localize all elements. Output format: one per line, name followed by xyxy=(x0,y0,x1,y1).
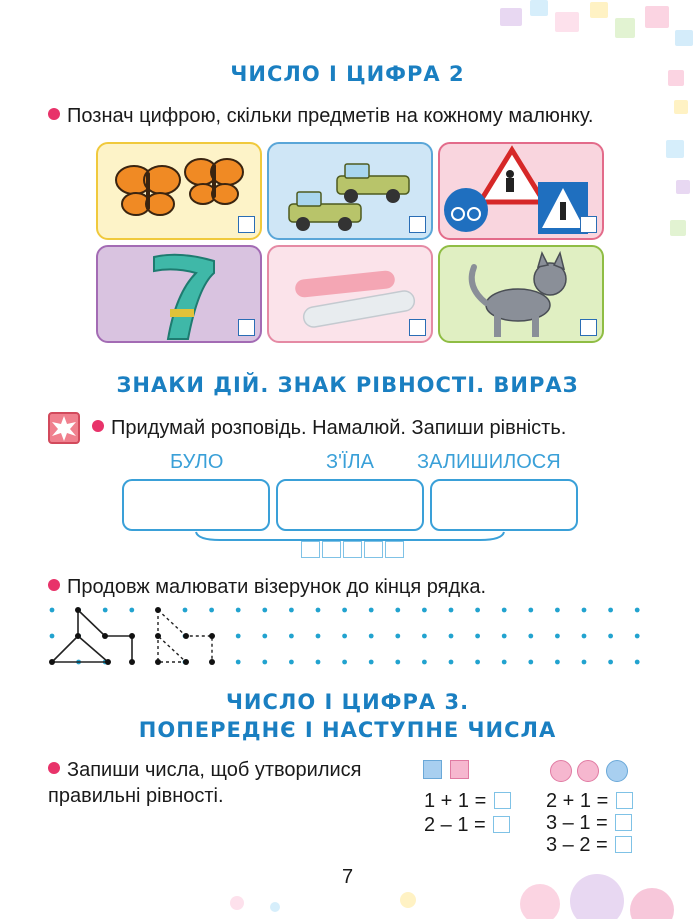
right-decoration xyxy=(660,60,695,290)
answer-box-butterflies[interactable] xyxy=(238,216,255,233)
grid-dot xyxy=(475,608,480,613)
grid-dot xyxy=(608,608,613,613)
pattern-vertex xyxy=(183,633,189,639)
tile-number-seven xyxy=(96,245,262,343)
equation-row xyxy=(546,834,632,857)
equation-row xyxy=(546,812,632,835)
creative-task-icon xyxy=(48,412,80,444)
grid-dot xyxy=(262,608,267,613)
grid-dot xyxy=(635,608,640,613)
grid-dot xyxy=(342,608,347,613)
grid-dot xyxy=(316,608,321,613)
grid-dot xyxy=(528,634,533,639)
pattern-vertex xyxy=(155,659,161,665)
answer-box[interactable] xyxy=(494,792,511,809)
grid-dot xyxy=(289,660,294,665)
bullet-icon xyxy=(92,420,104,432)
tile-road-signs xyxy=(438,142,604,240)
task-text-line-1: Запиши числа, щоб утворилися xyxy=(67,759,362,781)
grid-dot xyxy=(342,660,347,665)
equation-cell[interactable] xyxy=(385,541,404,558)
grid-dot xyxy=(608,634,613,639)
grid-dot xyxy=(262,660,267,665)
task-count-objects xyxy=(48,104,593,128)
grid-dot xyxy=(183,608,188,613)
tile-chalk xyxy=(267,245,433,343)
grid-dot xyxy=(395,608,400,613)
label-was: БУЛО xyxy=(170,451,224,473)
equation-text: 3 – 2 = xyxy=(546,834,608,856)
grid-dot xyxy=(236,608,241,613)
grid-dot xyxy=(209,608,214,613)
story-box-was[interactable] xyxy=(122,479,270,531)
grid-dot xyxy=(342,634,347,639)
equation-row xyxy=(424,790,511,813)
pattern-vertex xyxy=(49,659,55,665)
grid-dot xyxy=(449,634,454,639)
task-text: Придумай розповідь. Намалюй. Запиши рівність. xyxy=(111,417,567,439)
grid-dot xyxy=(129,608,134,613)
pattern-vertex xyxy=(209,633,215,639)
grid-dot xyxy=(422,608,427,613)
pattern-vertex xyxy=(75,633,81,639)
pattern-vertex xyxy=(155,633,161,639)
equation-cells xyxy=(301,541,407,559)
equation-text: 2 + 1 = xyxy=(546,790,609,812)
equation-cell[interactable] xyxy=(301,541,320,558)
task-pattern xyxy=(48,575,486,599)
grid-dot xyxy=(50,608,55,613)
bullet-icon xyxy=(48,579,60,591)
answer-box-number-seven[interactable] xyxy=(238,319,255,336)
grid-dot xyxy=(449,660,454,665)
grid-dot xyxy=(475,634,480,639)
answer-box-cat[interactable] xyxy=(580,319,597,336)
label-ate: З'ЇЛА xyxy=(326,451,374,473)
story-box-left[interactable] xyxy=(430,479,578,531)
task-text: Познач цифрою, скільки предметів на кожному малюнку. xyxy=(67,105,594,127)
answer-box-road-signs[interactable] xyxy=(580,216,597,233)
pattern-dot-grid[interactable] xyxy=(0,600,695,675)
pattern-vertex xyxy=(129,633,135,639)
grid-dot xyxy=(582,608,587,613)
grid-dot xyxy=(528,608,533,613)
grid-dot xyxy=(316,660,321,665)
grid-dot xyxy=(502,608,507,613)
story-box-ate[interactable] xyxy=(276,479,424,531)
equation-cell[interactable] xyxy=(343,541,362,558)
grid-dot xyxy=(289,608,294,613)
pattern-vertex xyxy=(105,659,111,665)
pattern-vertex xyxy=(129,659,135,665)
grid-dot xyxy=(262,634,267,639)
tile-butterflies xyxy=(96,142,262,240)
grid-dot xyxy=(555,634,560,639)
bullet-icon xyxy=(48,108,60,120)
tile-cars xyxy=(267,142,433,240)
answer-box-chalk[interactable] xyxy=(409,319,426,336)
answer-box[interactable] xyxy=(493,816,510,833)
grid-dot xyxy=(395,634,400,639)
equation-cell[interactable] xyxy=(364,541,383,558)
pattern-vertex xyxy=(209,659,215,665)
grid-dot xyxy=(635,660,640,665)
tile-cat xyxy=(438,245,604,343)
equation-text: 2 – 1 = xyxy=(424,814,486,836)
pattern-vertex xyxy=(155,607,161,613)
equation-cell[interactable] xyxy=(322,541,341,558)
grid-dot xyxy=(289,634,294,639)
grid-dot xyxy=(635,634,640,639)
answer-box[interactable] xyxy=(616,792,633,809)
grid-dot xyxy=(103,608,108,613)
section-1-title: ЧИСЛО І ЦИФРА 2 xyxy=(230,62,465,86)
grid-dot xyxy=(369,660,374,665)
grid-dot xyxy=(555,660,560,665)
grid-dot xyxy=(236,634,241,639)
grid-dot xyxy=(582,634,587,639)
pattern-vertex xyxy=(183,659,189,665)
pattern-vertex xyxy=(102,633,108,639)
grid-dot xyxy=(369,608,374,613)
grid-dot xyxy=(528,660,533,665)
grid-dot xyxy=(502,660,507,665)
task-write-numbers xyxy=(48,758,362,782)
label-left: ЗАЛИШИЛОСЯ xyxy=(417,451,561,473)
grid-dot xyxy=(422,660,427,665)
grid-dot xyxy=(395,660,400,665)
task-story xyxy=(92,416,566,440)
bullet-icon xyxy=(48,762,60,774)
equation-row xyxy=(546,790,633,813)
grid-dot xyxy=(50,634,55,639)
grid-dot xyxy=(608,660,613,665)
top-decoration xyxy=(430,0,695,50)
pattern-solid-figure xyxy=(52,610,132,662)
equation-text: 1 + 1 = xyxy=(424,790,487,812)
answer-box[interactable] xyxy=(615,814,632,831)
grid-dot xyxy=(422,634,427,639)
section-3-title-line-1: ЧИСЛО І ЦИФРА 3. xyxy=(225,690,470,714)
grid-dot xyxy=(502,634,507,639)
page-number: 7 xyxy=(341,866,354,888)
grid-dot xyxy=(316,634,321,639)
grid-dot xyxy=(449,608,454,613)
task-write-numbers-line-2: правильні рівності. xyxy=(48,785,224,807)
equation-text: 3 – 1 = xyxy=(546,812,608,834)
pattern-vertex xyxy=(75,607,81,613)
grid-dot xyxy=(555,608,560,613)
task-text: Продовж малювати візерунок до кінця рядка. xyxy=(67,576,487,598)
answer-box-cars[interactable] xyxy=(409,216,426,233)
section-3-title-line-2: ПОПЕРЕДНЄ І НАСТУПНЕ ЧИСЛА xyxy=(138,718,557,742)
grid-dot xyxy=(369,634,374,639)
grid-dot xyxy=(236,660,241,665)
grid-dot xyxy=(582,660,587,665)
answer-box[interactable] xyxy=(615,836,632,853)
grid-dot xyxy=(475,660,480,665)
equation-row xyxy=(424,814,510,837)
section-2-title: ЗНАКИ ДІЙ. ЗНАК РІВНОСТІ. ВИРАЗ xyxy=(116,373,579,397)
